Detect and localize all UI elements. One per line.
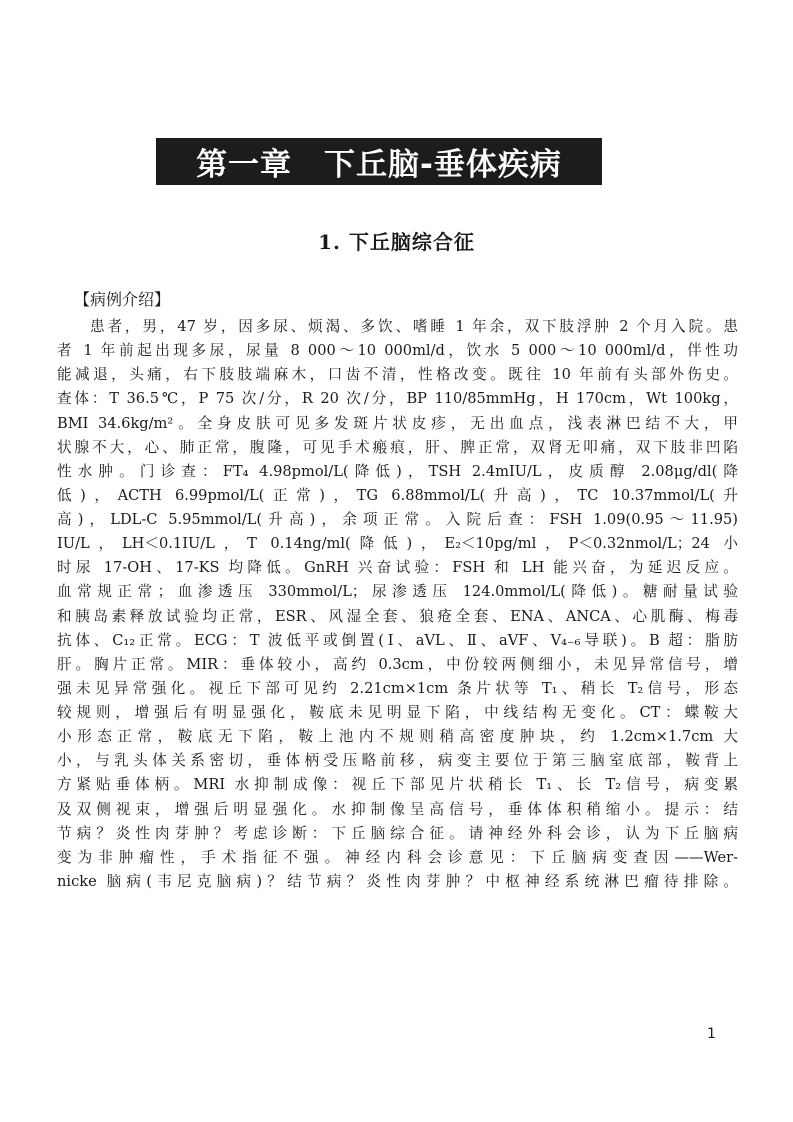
text-line: nicke 脑病(韦尼克脑病)？结节病？炎性肉芽肿？中枢神经系统淋巴瘤待排除。 (57, 872, 738, 890)
text-line: 及双侧视束，增强后明显强化。水抑制像呈高信号，垂体体积稍缩小。提示：结 (57, 800, 738, 818)
chapter-title-banner (156, 138, 602, 185)
text-line: 和胰岛素释放试验均正常，ESR、风湿全套、狼疮全套、ENA、ANCA、心肌酶、梅毒 (57, 607, 738, 625)
chapter-title: 第一章 下丘脑-垂体疾病 (196, 147, 562, 183)
text-line: 变为非肿瘤性，手术指征不强。神经内科会诊意见：下丘脑病变查因——Wer- (57, 848, 738, 866)
text-line: 强未见异常强化。视丘下部可见约 2.21cm×1cm 条片状等 T₁、稍长 T₂信号，形态 (57, 679, 738, 697)
text-line: 节病？炎性肉芽肿？考虑诊断：下丘脑综合征。请神经外科会诊，认为下丘脑病 (57, 824, 738, 842)
text-line: 患者，男，47 岁，因多尿、烦渴、多饮、嗜睡 1 年余，双下肢浮肿 2 个月入院。患 (90, 318, 738, 335)
text-line: 状腺不大，心、肺正常，腹隆，可见手术瘢痕，肝、脾正常，双肾无叩痛，双下肢非凹陷 (57, 438, 738, 456)
text-line: 低)，ACTH 6.99pmol/L(正常)，TG 6.88mmol/L(升高)，TC 10.37mmol/L(升 (57, 486, 738, 504)
text-line: 高)，LDL-C 5.95mmol/L(升高)，余项正常。入院后查：FSH 1.09(0.95～11.95) (57, 511, 738, 528)
text-line: 时尿 17-OH、17-KS 均降低。GnRH 兴奋试验：FSH 和 LH 能兴奋，为延迟反应。 (57, 559, 738, 577)
text-line: 血常规正常；血渗透压 330mmol/L；尿渗透压 124.0mmol/L(降低)。糖耐量试验 (57, 583, 738, 601)
case-intro-paragraph (57, 315, 738, 894)
text-line: 能减退，头痛，右下肢肢端麻木，口齿不清，性格改变。既往 10 年前有头部外伤史。 (57, 366, 738, 384)
text-line: IU/L，LH＜0.1IU/L，T 0.14ng/ml(降低)，E₂＜10pg/ml，P＜0.32nmol/L；24 小 (57, 535, 738, 553)
text-line: 肝。胸片正常。MIR：垂体较小，高约 0.3cm，中份较两侧细小，未见异常信号，增 (57, 655, 738, 673)
text-line: 抗体、C₁₂正常。ECG：T 波低平或倒置(Ⅰ、aVL、Ⅱ、aVF、V₄₋₆导联)。B 超：脂肪 (57, 631, 738, 649)
text-line: 较规则，增强后有明显强化，鞍底未见明显下陷，中线结构无变化。CT：蝶鞍大 (57, 704, 738, 721)
text-line: 者 1 年前起出现多尿，尿量 8 000～10 000ml/d，饮水 5 000～10 000ml/d，伴性功 (57, 342, 738, 360)
page-number: 1 (707, 1026, 716, 1042)
section-title: 1. 下丘脑综合征 (318, 230, 475, 254)
text-line: 查体：T 36.5℃，P 75 次/分，R 20 次/分，BP 110/85mmHg，H 170cm，Wt 100kg， (57, 390, 738, 408)
text-line: 小，与乳头体关系密切，垂体柄受压略前移，病变主要位于第三脑室底部，鞍背上 (57, 752, 738, 770)
text-line: BMI 34.6kg/m²。全身皮肤可见多发斑片状皮疹，无出血点，浅表淋巴结不大，甲 (57, 414, 738, 432)
text-line: 方紧贴垂体柄。MRI 水抑制成像：视丘下部见片状稍长 T₁、长 T₂信号，病变累 (57, 776, 738, 794)
text-line: 小形态正常，鞍底无下陷，鞍上池内不规则稍高密度肿块，约 1.2cm×1.7cm 大 (57, 728, 738, 746)
case-intro-label: 【病例介绍】 (74, 290, 171, 309)
text-line: 性水肿。门诊查：FT₄ 4.98pmol/L(降低)，TSH 2.4mIU/L，皮质醇 2.08μg/dl(降 (57, 462, 738, 480)
